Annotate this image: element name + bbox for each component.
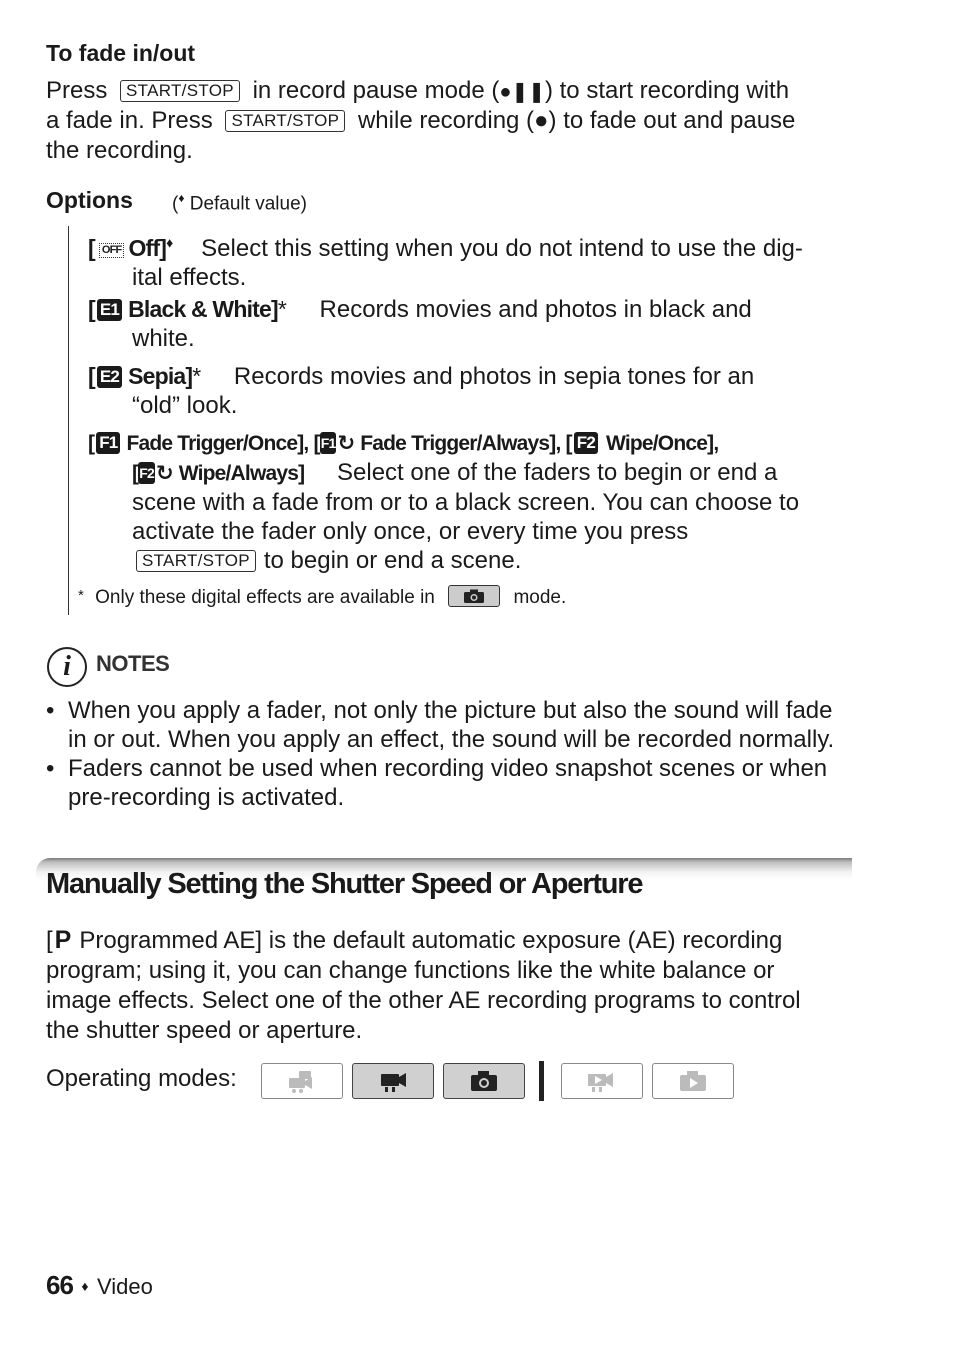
- option-faders: [ F1 Fade Trigger/Once], [F1↻ Fade Trigger/Always], [ F2 Wipe/Once], [F2↻ Wipe/Always] Select one of the faders to begin or end a scene with a fade from or to a black screen. You can choose to activate the fader only once, or every time you press START/STOP to begin or end a scene.: [88, 432, 800, 574]
- record-icon: ●: [534, 107, 549, 134]
- notes-item: When you apply a fader, not only the picture but also the sound will fade in or out. When you apply an effect, the sound will be recorded normally.: [68, 697, 835, 753]
- dual-shot-mode-icon: [261, 1063, 343, 1099]
- options-bracket-line: [68, 226, 69, 615]
- bullet-icon: •: [46, 755, 55, 782]
- fader-f2-always-icon: F2↻: [139, 462, 173, 485]
- info-icon: i: [47, 647, 87, 687]
- start-stop-key: START/STOP: [225, 110, 345, 132]
- page-number: 66: [46, 1270, 73, 1300]
- option-off: [ OFF Off]♦ Select this setting when you do not intend to use the dig- ital effects.: [88, 234, 803, 291]
- fade-paragraph-line1: Press START/STOP in record pause mode (●❚❚) to start recording with: [46, 77, 790, 104]
- separator-icon: ♦: [81, 1278, 89, 1294]
- effect-e2-icon: E2: [97, 366, 122, 388]
- fade-paragraph-line2: a fade in. Press START/STOP while recording (●) to fade out and pause: [46, 107, 796, 134]
- photo-camera-mode-icon: [443, 1063, 525, 1099]
- record-pause-icon: ●❚❚: [499, 81, 545, 103]
- movie-playback-mode-icon: [561, 1063, 643, 1099]
- option-sepia: [ E2 Sepia]* Records movies and photos in sepia tones for an “old” look.: [88, 363, 755, 419]
- fader-f1-icon: F1: [96, 432, 120, 454]
- section-name: Video: [96, 1274, 153, 1299]
- default-marker-icon: ♦: [178, 191, 185, 205]
- effects-off-icon: OFF: [99, 243, 125, 258]
- option-black-white: [ E1 Black & White]* Records movies and photos in black and white.: [88, 296, 752, 352]
- mode-separator: [539, 1061, 544, 1101]
- fader-f2-icon: F2: [574, 432, 598, 454]
- options-label: Options: [46, 187, 133, 213]
- options-footnote: * Only these digital effects are available in mode.: [78, 587, 567, 608]
- default-value-note: (♦ Default value): [172, 191, 307, 215]
- notes-title: NOTES: [96, 651, 170, 676]
- photo-playback-mode-icon: [652, 1063, 734, 1099]
- photo-mode-icon: [448, 585, 500, 607]
- page-footer: [46, 1270, 153, 1301]
- section-paragraph: [P Programmed AE] is the default automatic exposure (AE) recording program; using it, you can change functions like the white balance or image effects. Select one of the other AE recording programs to control the shutter speed or aperture.: [46, 926, 801, 1044]
- fade-heading: To fade in/out: [46, 40, 196, 66]
- effect-e1-icon: E1: [97, 299, 122, 321]
- movie-camera-mode-icon: [352, 1063, 434, 1099]
- section-title: Manually Setting the Shutter Speed or Aperture: [46, 868, 643, 900]
- start-stop-key: START/STOP: [120, 80, 240, 102]
- default-marker-icon: ♦: [166, 234, 173, 250]
- bullet-icon: •: [46, 697, 55, 724]
- fader-f1-always-icon: F1↻: [320, 432, 355, 455]
- programmed-ae-icon: P: [54, 926, 72, 954]
- notes-item: Faders cannot be used when recording video snapshot scenes or when pre-recording is activated.: [68, 755, 828, 811]
- start-stop-key: START/STOP: [136, 550, 256, 572]
- operating-modes-label: Operating modes:: [46, 1065, 237, 1092]
- fade-paragraph-line3: the recording.: [46, 137, 193, 164]
